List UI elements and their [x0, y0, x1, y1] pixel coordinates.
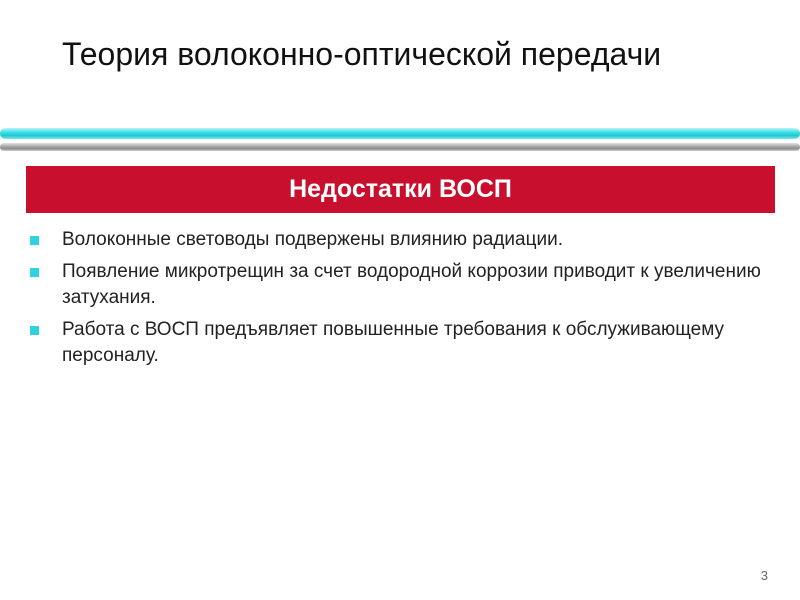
- bullet-text: Появление микротрещин за счет водородной коррозии приводит к увеличению затухания.: [62, 261, 761, 308]
- banner-label: Недостатки ВОСП: [289, 175, 512, 203]
- square-bullet-icon: [30, 236, 39, 245]
- square-bullet-icon: [30, 268, 39, 277]
- bullet-list: [30, 227, 770, 375]
- gray-divider: [0, 143, 800, 151]
- list-item: [30, 227, 770, 253]
- section-banner: [26, 166, 775, 213]
- bullet-text: Волоконные световоды подвержены влиянию радиации.: [62, 229, 564, 250]
- slide-title: Теория волоконно-оптической передачи: [62, 36, 662, 72]
- bullet-text: Работа с ВОСП предъявляет повышенные требования к обслуживающему персоналу.: [62, 319, 725, 366]
- list-item: [30, 259, 770, 311]
- cyan-divider: [0, 128, 800, 139]
- page-number: 3: [760, 568, 768, 583]
- list-item: [30, 317, 770, 369]
- square-bullet-icon: [30, 326, 39, 335]
